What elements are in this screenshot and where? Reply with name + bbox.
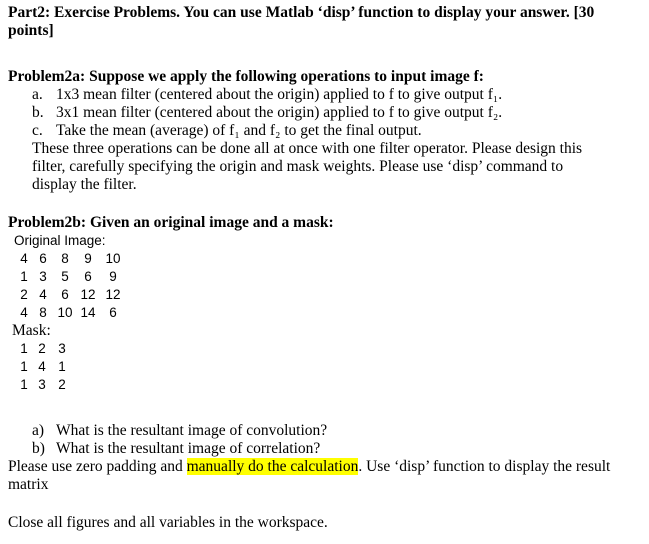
mask-cell: 1 xyxy=(20,359,28,374)
item-text: 1x3 mean filter (centered about the origin) applied to f to give output f₁. xyxy=(56,86,503,103)
image-cell: 10 xyxy=(57,305,73,320)
item-text: 3x1 mean filter (centered about the origin) applied to f to give output f₂. xyxy=(56,104,503,121)
problem2a-item-c xyxy=(8,122,644,140)
instruction-continued: matrix xyxy=(8,476,49,493)
image-cell: 6 xyxy=(84,269,92,284)
instruction-highlight: manually do the calculation xyxy=(186,458,359,475)
image-row xyxy=(8,304,644,322)
image-cell: 14 xyxy=(80,305,96,320)
image-cell: 12 xyxy=(80,287,96,302)
image-cell: 5 xyxy=(61,269,69,284)
mask-cell: 1 xyxy=(58,359,66,374)
mask-row xyxy=(8,358,644,376)
mask-cell: 3 xyxy=(58,341,66,356)
part-title: Part2: Exercise Problems. You can use Matlab ‘disp’ function to display your answer. [30 xyxy=(8,4,595,21)
question-letter: a) xyxy=(32,422,45,439)
problem2a-item-b xyxy=(8,104,644,122)
image-cell: 8 xyxy=(61,251,69,266)
question-text: What is the resultant image of correlation? xyxy=(56,440,321,457)
problem2a-paragraph-line-2: filter, carefully specifying the origin and mask weights. Please use ‘disp’ command to xyxy=(32,158,564,175)
mask-cell: 2 xyxy=(38,341,46,356)
instruction xyxy=(8,458,644,476)
problem2a-heading: Problem2a: Suppose we apply the following operations to input image f: xyxy=(8,68,484,85)
original-image-matrix xyxy=(8,250,644,322)
problem2a-paragraph-line-1: These three operations can be done all at once with one filter operator. Please design this xyxy=(32,140,583,157)
mask-cell: 2 xyxy=(58,377,66,392)
document-page xyxy=(8,4,644,532)
instruction-post: . Use ‘disp’ function to display the result xyxy=(358,458,611,475)
question-letter: b) xyxy=(32,440,45,457)
image-cell: 12 xyxy=(105,287,121,302)
image-cell: 4 xyxy=(20,251,28,266)
problem2b-heading: Problem2b: Given an original image and a mask: xyxy=(8,214,334,231)
mask-row xyxy=(8,340,644,358)
problem2a-item-a xyxy=(8,86,644,104)
image-cell: 2 xyxy=(20,287,28,302)
mask-label: Mask: xyxy=(12,322,51,339)
image-cell: 6 xyxy=(109,305,117,320)
problem2a-paragraph-line-3: display the filter. xyxy=(32,176,137,193)
item-letter: c. xyxy=(32,122,43,139)
image-row xyxy=(8,268,644,286)
item-letter: a. xyxy=(32,86,43,103)
image-cell: 10 xyxy=(105,251,121,266)
mask-cell: 3 xyxy=(38,377,46,392)
part-title-continued: points] xyxy=(8,22,54,39)
item-text: Take the mean (average) of f₁ and f₂ to get the final output. xyxy=(56,122,422,139)
image-row xyxy=(8,286,644,304)
image-cell: 6 xyxy=(39,251,47,266)
footer-note: Close all figures and all variables in the workspace. xyxy=(8,514,328,531)
question-b xyxy=(8,440,644,458)
image-cell: 9 xyxy=(84,251,92,266)
mask-cell: 4 xyxy=(38,359,46,374)
mask-row xyxy=(8,376,644,394)
question-a xyxy=(8,422,644,440)
mask-cell: 1 xyxy=(20,377,28,392)
image-cell: 9 xyxy=(109,269,117,284)
item-letter: b. xyxy=(32,104,44,121)
image-cell: 8 xyxy=(39,305,47,320)
image-cell: 4 xyxy=(39,287,47,302)
image-cell: 6 xyxy=(61,287,69,302)
instruction-pre: Please use zero padding and xyxy=(8,458,187,475)
image-cell: 1 xyxy=(20,269,28,284)
image-cell: 4 xyxy=(20,305,28,320)
question-text: What is the resultant image of convolution? xyxy=(56,422,328,439)
image-cell: 3 xyxy=(39,269,47,284)
original-image-label: Original Image: xyxy=(14,233,106,248)
mask-cell: 1 xyxy=(20,341,28,356)
mask-matrix xyxy=(8,340,644,394)
image-row xyxy=(8,250,644,268)
